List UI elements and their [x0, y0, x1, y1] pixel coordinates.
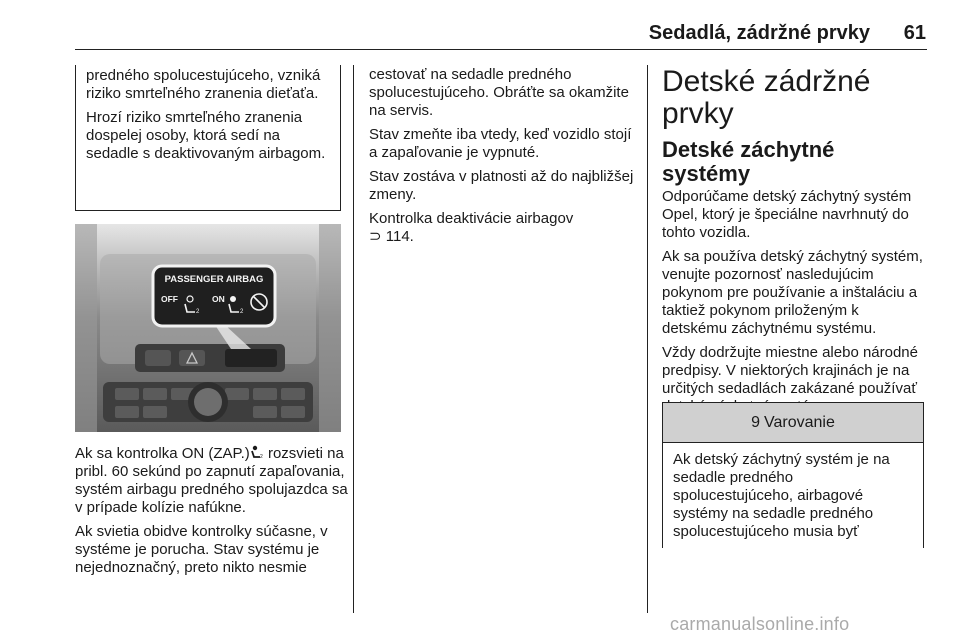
col3-para-1: Odporúčame detský záchytný systém Opel, ktorý je špeciálne navrhnutý do tohto vozidla. [662, 188, 912, 241]
panel-on-text: ON [212, 294, 225, 304]
column-3-text [662, 66, 926, 422]
reference-arrow-icon: ⊃ [369, 228, 382, 245]
on-indicator-paragraph: Ak sa kontrolka ON (ZAP.) 2 rozsvieti na pribl. 60 sekúnd po zapnutí zapaľovania, systém airbagu predného spolujazdca sa v prípade kolízie nafúkne. [75, 445, 348, 516]
fault-paragraph: Ak svietia obidve kontrolky súčasne, v systéme je porucha. Stav systému je nejednoznačný, preto nikto nesmie [75, 523, 328, 576]
warning-header [663, 403, 923, 443]
watermark: carmanualsonline.info [670, 614, 850, 634]
airbag-panel-photo [75, 224, 341, 432]
column-divider-2 [647, 65, 648, 613]
passenger-airbag-on-icon [250, 445, 264, 459]
page-reference-link[interactable]: ⊃ 114. [369, 228, 414, 245]
heading-child-restraints: Detské zádržné prvky [662, 65, 871, 130]
warning-text-1: predného spolucestujúceho, vzniká riziko smrteľného zranenia dieťaťa. [86, 67, 321, 102]
col2-para-1: cestovať na sedadle predného spolucestujúceho. Obráťte sa okamžite na servis. [369, 66, 629, 119]
warning-continuation-box [75, 65, 341, 211]
svg-text:2: 2 [196, 309, 200, 315]
col3-para-2: Ak sa používa detský záchytný systém, venujte pozornosť nasledujúcim pokynom pre používanie a inštaláciu a taktiež pokynom priloženým k detskému záchytnému systému. [662, 248, 923, 337]
warning-body: Ak detský záchytný systém je na sedadle predného spolucestujúceho, airbagové systémy na sedadle predného spolucestujúceho musia byť [673, 451, 890, 540]
section-title: Sedadlá, zádržné prvky [648, 22, 870, 44]
panel-title-text: PASSENGER AIRBAG [164, 274, 264, 285]
running-head [640, 22, 926, 48]
col2-para-4: Kontrolka deaktivácie airbagov ⊃ 114. [369, 210, 574, 245]
column-1-text [75, 445, 350, 583]
warning-icon: 9 [751, 413, 761, 431]
page-number: 61 [903, 22, 926, 44]
svg-text:2: 2 [240, 309, 244, 315]
panel-off-text: OFF [161, 294, 178, 304]
header-rule [75, 49, 927, 50]
heading-child-restraint-systems: Detské záchytné systémy [662, 137, 835, 186]
svg-text:2: 2 [259, 454, 263, 459]
warning-title: Varovanie [764, 413, 835, 431]
col2-para-3: Stav zostáva v platnosti až do najbližšej zmeny. [369, 168, 634, 203]
column-divider-1 [353, 65, 354, 613]
col2-para-2: Stav zmeňte iba vtedy, keď vozidlo stojí a zapaľovanie je vypnuté. [369, 126, 632, 161]
column-2-text [369, 66, 637, 252]
warning-box [662, 402, 924, 548]
warning-text-2: Hrozí riziko smrteľného zranenia dospelej osoby, ktorá sedí na sedadle s deaktivovaným airbagom. [86, 109, 326, 162]
col3-para-3: Vždy dodržujte miestne alebo národné predpisy. V niektorých krajinách je na určitých sedadlách zakázané používať [662, 344, 918, 397]
